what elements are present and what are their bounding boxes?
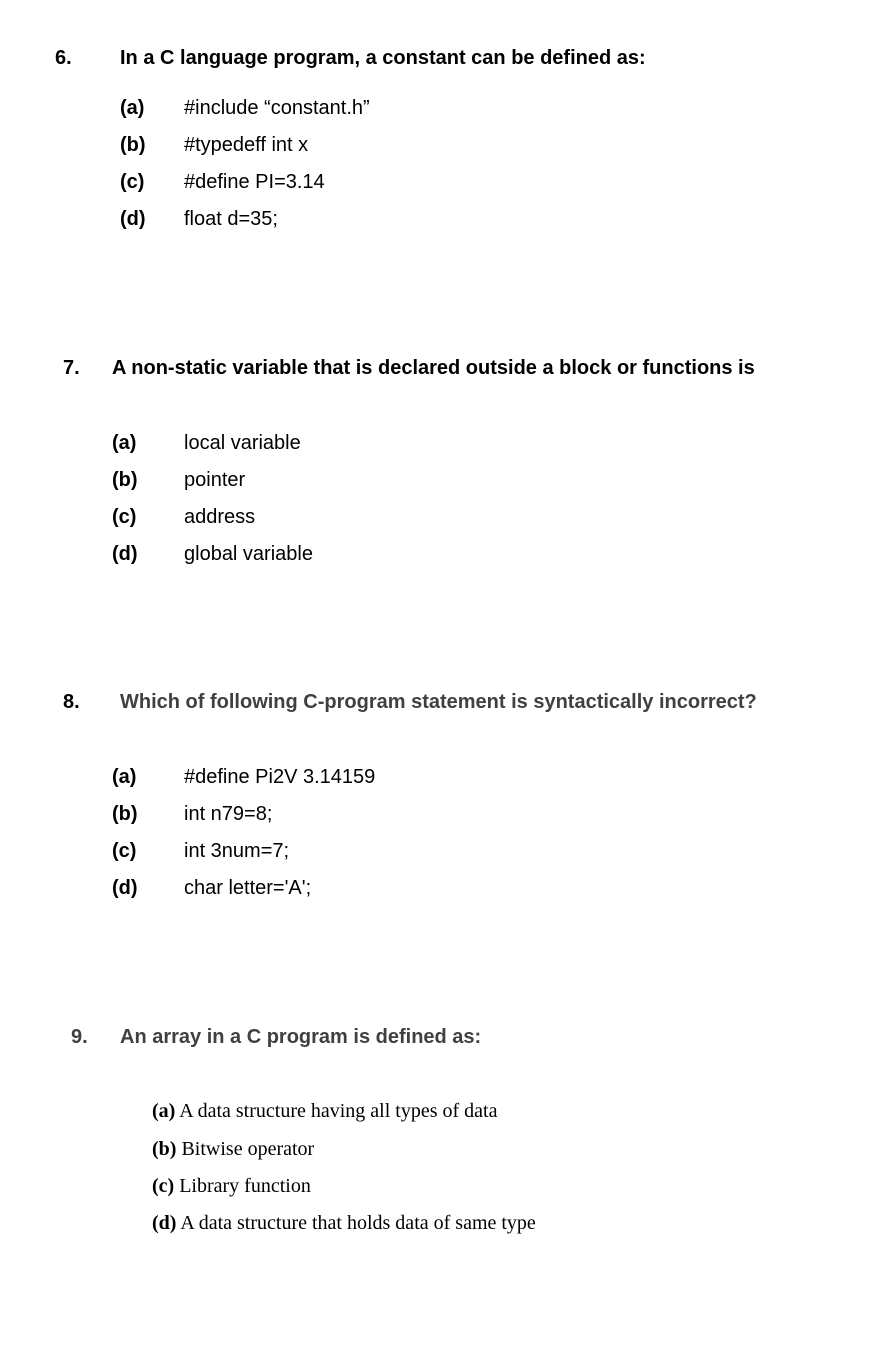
question-text: Which of following C-program statement is syntactically incorrect?: [120, 691, 757, 713]
option-text: #include “constant.h”: [184, 97, 370, 119]
option-letter: (d): [152, 1212, 177, 1234]
option-text: A data structure having all types of data: [179, 1100, 498, 1122]
option-letter: (b): [112, 803, 138, 825]
option-item: [152, 1138, 314, 1161]
option-text: local variable: [184, 432, 301, 454]
option-text: pointer: [184, 469, 246, 491]
question-number: 6.: [55, 47, 72, 69]
option-text: #typedeff int x: [184, 134, 309, 156]
option-letter: (c): [120, 171, 145, 193]
option-text: int n79=8;: [184, 803, 273, 825]
option-text: #define PI=3.14: [184, 171, 325, 193]
question-text: In a C language program, a constant can be defined as:: [120, 47, 646, 69]
option-item: [152, 1212, 536, 1235]
option-letter: (b): [152, 1138, 177, 1160]
question-number: 8.: [63, 691, 80, 713]
option-text: float d=35;: [184, 208, 278, 230]
question-text: A non-static variable that is declared outside a block or functions is: [112, 357, 755, 379]
option-text: address: [184, 506, 256, 528]
option-letter: (b): [112, 469, 138, 491]
option-text: A data structure that holds data of same type: [180, 1212, 536, 1234]
option-letter: (d): [112, 877, 138, 899]
option-text: #define Pi2V 3.14159: [184, 766, 376, 788]
option-letter: (a): [152, 1100, 176, 1122]
option-letter: (c): [112, 506, 137, 528]
option-letter: (d): [112, 543, 138, 565]
question-number: 7.: [63, 357, 80, 379]
option-text: char letter='A';: [184, 877, 312, 899]
question-number: 9.: [71, 1026, 88, 1048]
option-text: global variable: [184, 543, 313, 565]
question-text: An array in a C program is defined as:: [120, 1026, 482, 1048]
option-letter: (c): [112, 840, 137, 862]
option-letter: (a): [112, 432, 137, 454]
option-letter: (a): [112, 766, 137, 788]
option-text: Library function: [179, 1175, 311, 1197]
option-letter: (d): [120, 208, 146, 230]
option-item: [152, 1100, 497, 1123]
option-letter: (a): [120, 97, 145, 119]
option-letter: (b): [120, 134, 146, 156]
option-text: int 3num=7;: [184, 840, 290, 862]
option-letter: (c): [152, 1175, 175, 1197]
option-text: Bitwise operator: [181, 1138, 315, 1160]
option-item: [152, 1175, 311, 1198]
